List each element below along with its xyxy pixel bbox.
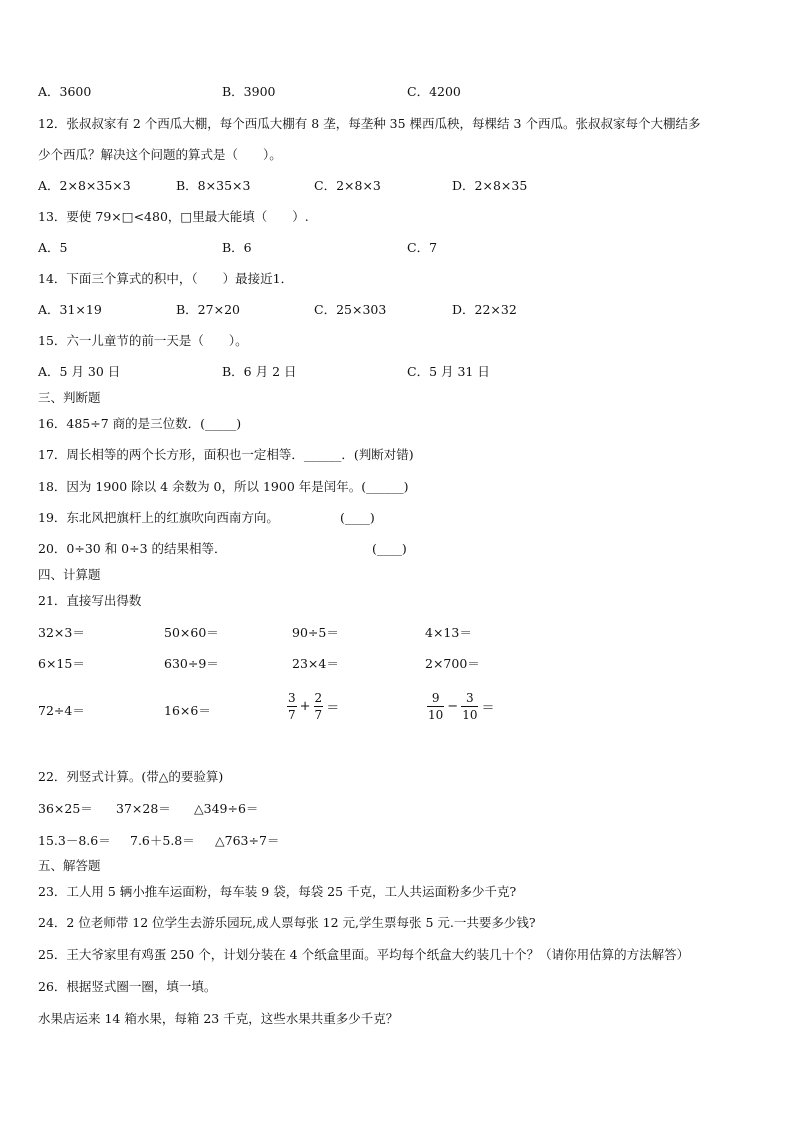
q21-r1-c2: 50×60＝ (164, 625, 219, 640)
q23-text: 23．工人用 5 辆小推车运面粉，每车装 9 袋，每袋 25 千克，工人共运面粉多少千克? (38, 884, 517, 899)
q24-text: 24．2 位老师带 12 位学生去游乐园玩,成人票每张 12 元,学生票每张 5 元.一共要多少钱? (38, 915, 536, 930)
equals-sign: ＝ (326, 701, 340, 716)
q12-text-line2: 少个西瓜？解决这个问题的算式是（ ）。 (38, 147, 282, 162)
q20-answer-blank: (____) (372, 541, 407, 556)
q12-option-a: A．2×8×35×3 (38, 178, 131, 193)
fraction-expression-2 (427, 691, 497, 722)
q22-r1-c3: △349÷6＝ (194, 801, 259, 816)
q14-option-c: C．25×303 (314, 302, 387, 317)
fraction-2-7 (314, 691, 324, 722)
q16-text: 16．485÷7 商的是三位数．(_____) (38, 416, 242, 431)
q21-r2-c1: 6×15＝ (38, 656, 85, 671)
q17-text: 17．周长相等的两个长方形，面积也一定相等．______．(判断对错) (38, 447, 414, 462)
q19-text: 19．东北风把旗杆上的红旗吹向西南方向。 (38, 510, 279, 525)
q13-option-c: C．7 (407, 240, 438, 255)
q22-r2-c1: 15.3－8.6＝ (38, 833, 111, 848)
fraction-9-10 (427, 691, 444, 722)
q21-r1-c1: 32×3＝ (38, 625, 85, 640)
q12-option-c: C．2×8×3 (314, 178, 381, 193)
q14-option-a: A．31×19 (38, 302, 102, 317)
q21-r2-c4: 2×700＝ (425, 656, 480, 671)
q13-option-b: B．6 (222, 240, 252, 255)
q11-option-c: C．4200 (407, 84, 461, 99)
q14-text: 14．下面三个算式的积中，（ ）最接近1． (38, 271, 294, 286)
q22-r2-c2: 7.6＋5.8＝ (130, 833, 195, 848)
q15-option-b: B．6 月 2 日 (222, 364, 297, 379)
q12-text-line1: 12．张叔叔家有 2 个西瓜大棚，每个西瓜大棚有 8 垄，每垄种 35 棵西瓜秧，每棵结 3 个西瓜。张叔叔家每个大棚结多 (38, 116, 701, 131)
q20-text: 20．0÷30 和 0÷3 的结果相等． (38, 541, 227, 556)
plus-operator: + (299, 699, 311, 714)
q21-r3-c2: 16×6＝ (164, 703, 211, 718)
section-4-heading: 四、计算题 (38, 567, 101, 582)
fraction-expression-1 (287, 691, 342, 722)
q15-option-c: C．5 月 31 日 (407, 364, 490, 379)
q18-text: 18．因为 1900 除以 4 余数为 0，所以 1900 年是闰年。(______) (38, 479, 409, 494)
q14-option-d: D．22×32 (452, 302, 517, 317)
section-3-heading: 三、判断题 (38, 390, 101, 405)
q22-r1-c2: 37×28＝ (116, 801, 171, 816)
q25-text: 25．王大爷家里有鸡蛋 250 个，计划分装在 4 个纸盒里面。平均每个纸盒大约装几十个？（请你用估算的方法解答） (38, 947, 690, 962)
q22-r1-c1: 36×25＝ (38, 801, 93, 816)
q15-option-a: A．5 月 30 日 (38, 364, 121, 379)
q21-r1-c4: 4×13＝ (425, 625, 472, 640)
fraction-3-7 (287, 691, 297, 722)
q12-option-d: D．2×8×35 (452, 178, 528, 193)
q26-text: 26．根据竖式圈一圈，填一填。 (38, 979, 217, 994)
q13-text: 13．要使 79×□<480，□里最大能填（ ）. (38, 209, 309, 224)
section-5-heading: 五、解答题 (38, 858, 101, 873)
q14-option-b: B．27×20 (176, 302, 240, 317)
q19-answer-blank: (____) (340, 510, 375, 525)
q21-r3-c1: 72÷4＝ (38, 703, 85, 718)
q21-text: 21．直接写出得数 (38, 593, 142, 608)
fraction-denominator: 10 (462, 708, 478, 722)
fraction-numerator: 2 (314, 691, 323, 705)
q22-text: 22．列竖式计算。(带△的要验算) (38, 769, 224, 784)
fraction-numerator: 3 (466, 691, 474, 705)
q13-option-a: A．5 (38, 240, 68, 255)
q15-text: 15．六一儿童节的前一天是（ ）。 (38, 333, 248, 348)
q26-problem-text: 水果店运来 14 箱水果，每箱 23 千克，这些水果共重多少千克？ (38, 1011, 399, 1026)
fraction-3-10 (461, 691, 478, 722)
q11-option-b: B．3900 (222, 84, 276, 99)
q21-r1-c3: 90÷5＝ (292, 625, 339, 640)
fraction-denominator: 10 (428, 708, 444, 722)
q12-option-b: B．8×35×3 (176, 178, 251, 193)
equals-sign: ＝ (481, 701, 495, 716)
fraction-numerator: 3 (288, 691, 296, 705)
fraction-numerator: 9 (431, 691, 440, 705)
q21-r2-c2: 630÷9＝ (164, 656, 219, 671)
q11-option-a: A．3600 (38, 84, 92, 99)
minus-operator: − (447, 699, 459, 714)
q21-r2-c3: 23×4＝ (292, 656, 339, 671)
q22-r2-c3: △763÷7＝ (215, 833, 280, 848)
fraction-denominator: 7 (314, 708, 323, 722)
fraction-denominator: 7 (288, 708, 296, 722)
